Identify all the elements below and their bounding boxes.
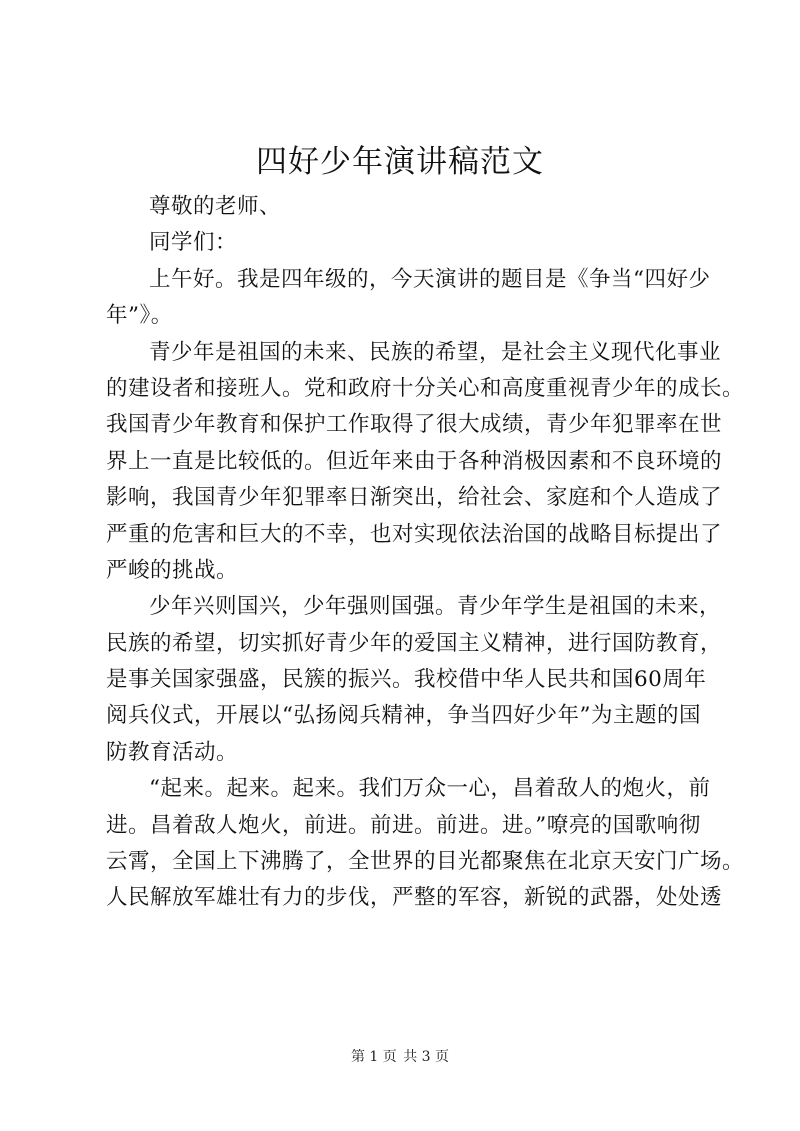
text-line: 尊敬的老师、 <box>149 194 282 219</box>
document-body <box>106 189 745 917</box>
page-footer <box>0 1047 800 1067</box>
text-line: 的建设者和接班人。党和政府十分关心和高度重视青少年的成长。 <box>106 375 745 401</box>
text-line: “起来。起来。起来。我们万众一心，昌着敌人的炮火，前 <box>149 776 711 802</box>
text-line: 民族的希望，切实抓好青少年的爱国主义精神，进行国防教育， <box>106 630 723 656</box>
text-line: 青少年是祖国的未来、民族的希望，是社会主义现代化事业 <box>149 339 722 365</box>
page-total: 共 3 页 <box>403 1049 450 1065</box>
text-line: 年”》。 <box>106 303 173 329</box>
text-line: 严重的危害和巨大的不幸，也对实现依法治国的战略目标提出了 <box>106 521 723 547</box>
text-line: 云霄，全国上下沸腾了，全世界的目光都聚焦在北京天安门广场。 <box>106 849 745 875</box>
text-line: 防教育活动。 <box>106 739 239 765</box>
text-line: 进。昌着敌人炮火，前进。前进。前进。进。”嘹亮的国歌响彻 <box>106 812 701 838</box>
text-line: 我国青少年教育和保护工作取得了很大成绩，青少年犯罪率在世 <box>106 412 723 438</box>
page-number: 第 1 页 <box>350 1049 397 1065</box>
text-line: 上午好。我是四年级的，今天演讲的题目是《争当“四好少 <box>149 266 711 292</box>
text-line: 阅兵仪式，开展以“弘扬阅兵精神，争当四好少年”为主题的国 <box>106 703 701 729</box>
text-line: 严峻的挑战。 <box>106 557 239 583</box>
text-line: 是事关国家强盛，民簇的振兴。我校借中华人民共和国60周年 <box>106 667 707 693</box>
text-line: 人民解放军雄壮有力的步伐，严整的军容，新锐的武器，处处透 <box>106 885 723 911</box>
text-line: 少年兴则国兴，少年强则国强。青少年学生是祖国的未来， <box>149 594 722 620</box>
text-line: 影响，我国青少年犯罪率日渐突出，给社会、家庭和个人造成了 <box>106 485 723 511</box>
text-line: 同学们： <box>149 230 238 256</box>
text-line: 界上一直是比较低的。但近年来由于各种消极因素和不良环境的 <box>106 448 723 474</box>
document-title: 四好少年演讲稿范文 <box>256 144 544 180</box>
